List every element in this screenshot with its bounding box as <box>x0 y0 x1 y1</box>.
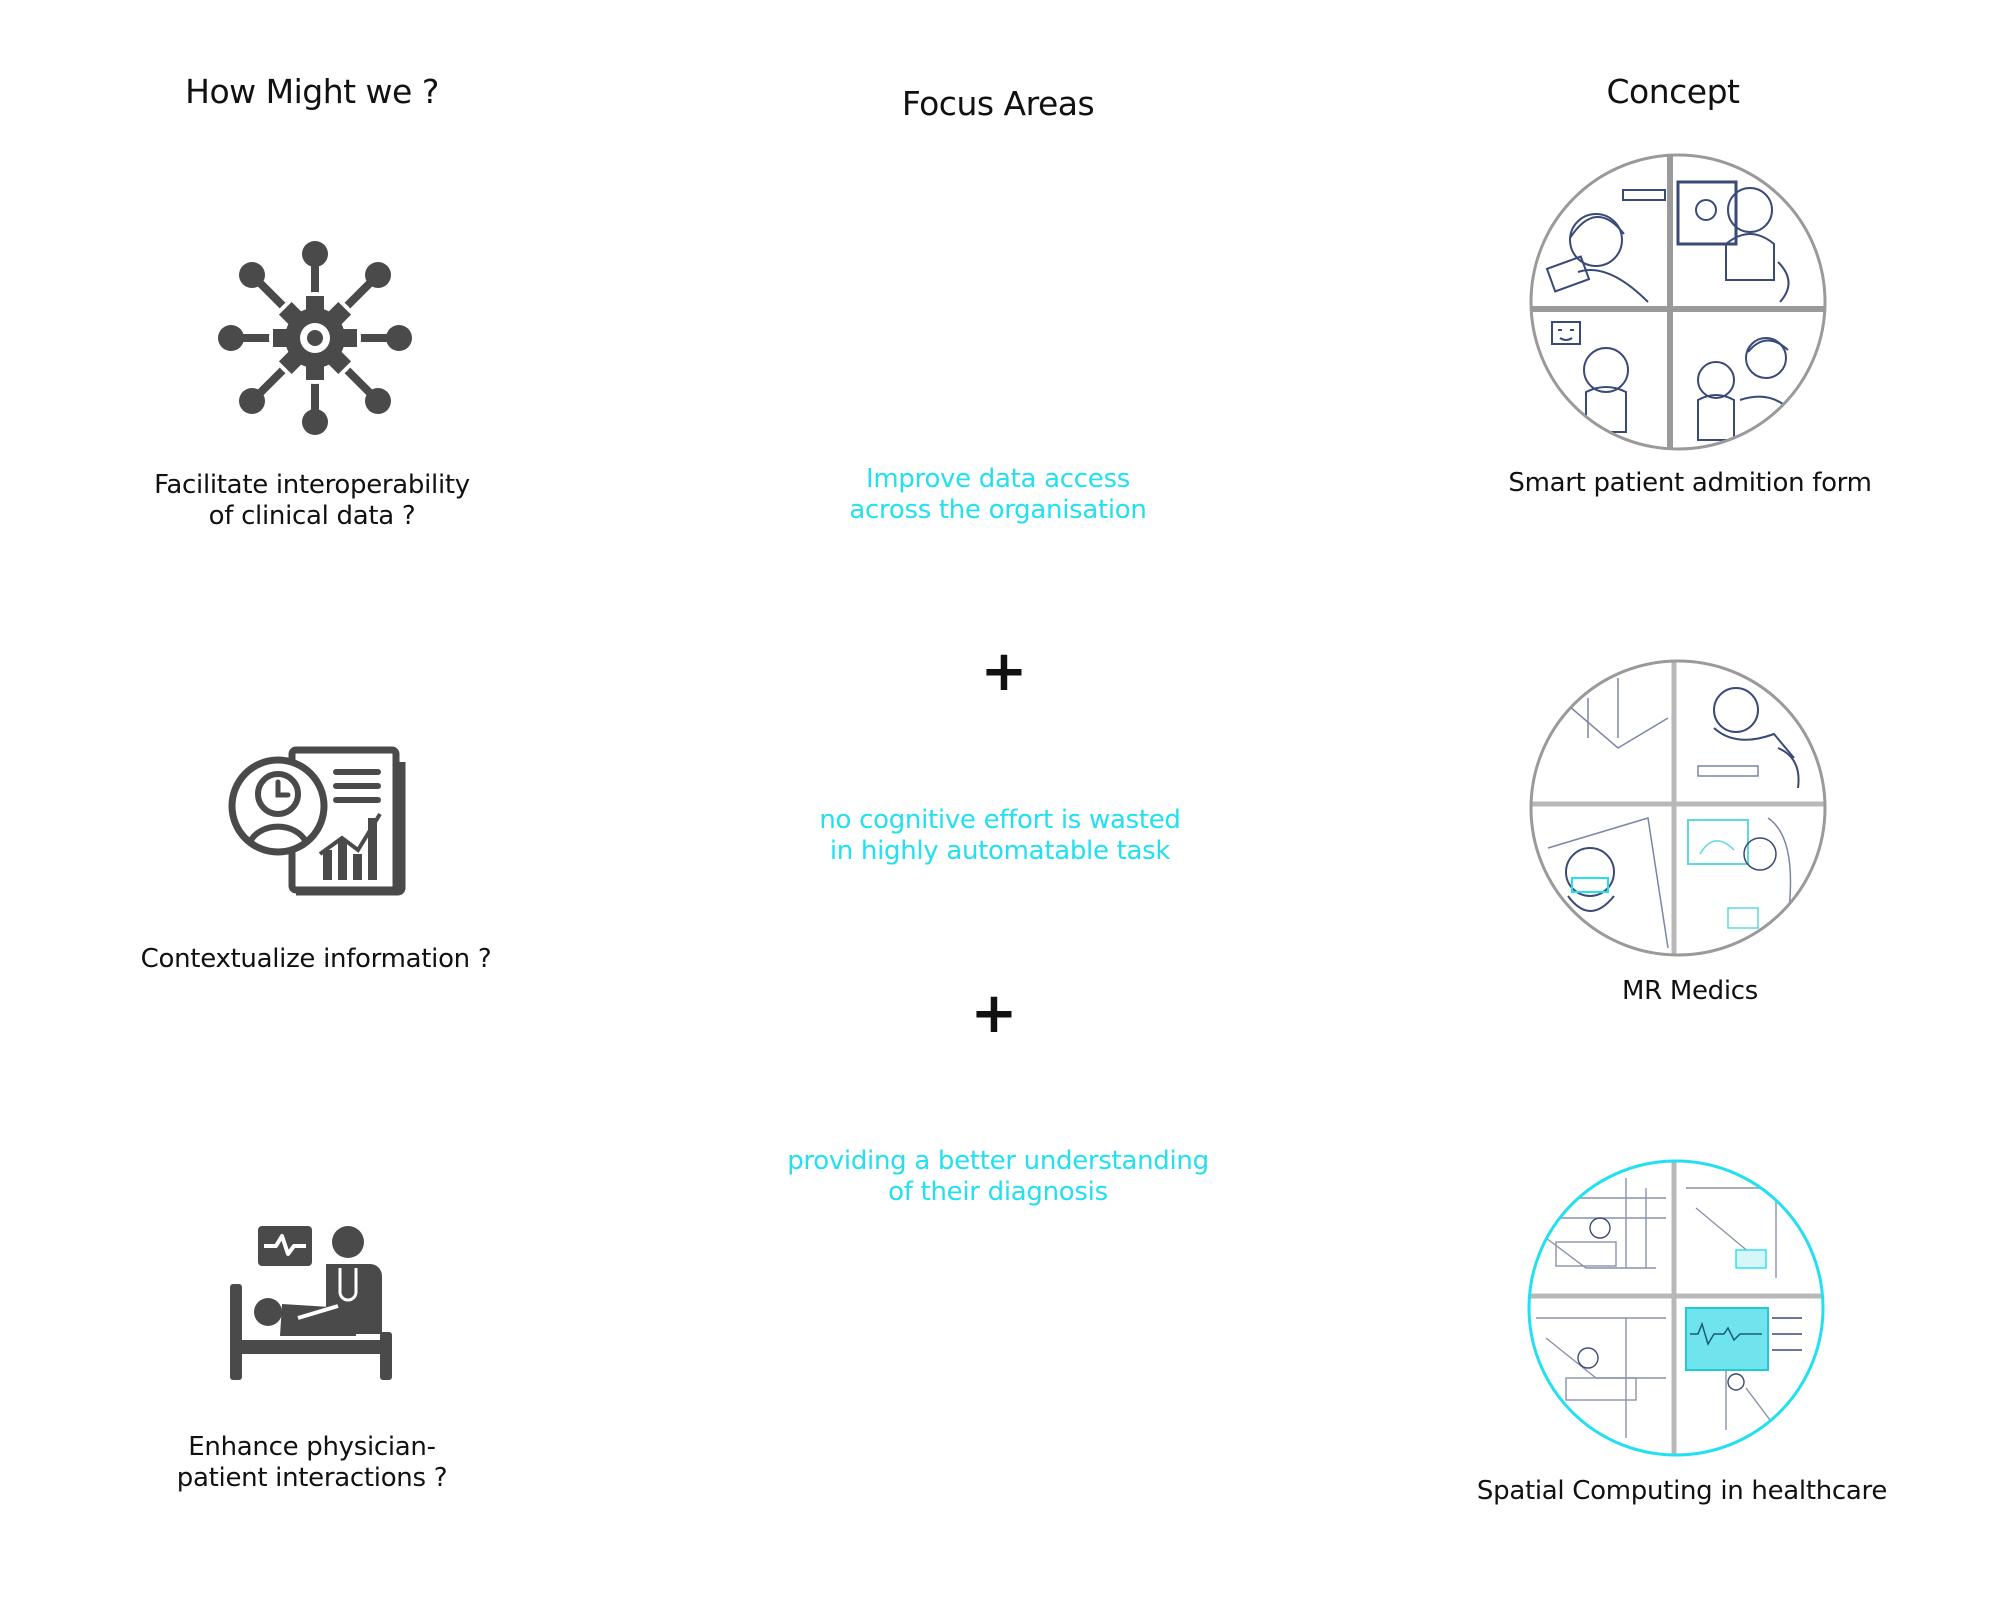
hmw-label-line: of clinical data ? <box>208 501 416 531</box>
hmw-label-contextualize: Contextualize information ? <box>140 944 492 974</box>
focus-line: of their diagnosis <box>888 1177 1108 1207</box>
focus-area-diagnosis <box>787 1146 1209 1208</box>
focus-area-cognitive-effort <box>819 805 1180 867</box>
hmw-column-title: How Might we ? <box>185 72 439 111</box>
hmw-label-physician-patient <box>177 1432 447 1494</box>
focus-line: in highly automatable task <box>829 836 1171 866</box>
hmw-label-line: patient interactions ? <box>176 1463 448 1493</box>
plus-sign: + <box>970 981 1018 1046</box>
focus-line: Improve data access <box>866 464 1130 494</box>
concept-label-smart-admission: Smart patient admition form <box>1508 468 1872 498</box>
concept-sketch-mr-medics <box>1528 658 1828 958</box>
plus-sign: + <box>980 639 1028 704</box>
focus-area-data-access <box>849 464 1146 526</box>
gear-network-icon <box>215 238 415 438</box>
hmw-label-line: Enhance physician- <box>188 1432 436 1462</box>
concept-sketch-spatial-computing <box>1526 1158 1826 1458</box>
concept-sketch-smart-admission <box>1528 152 1828 452</box>
focus-line: across the organisation <box>849 495 1147 525</box>
hmw-label-line: Facilitate interoperability <box>154 470 470 500</box>
focus-line: no cognitive effort is wasted <box>819 805 1181 835</box>
doctor-patient-bed-icon <box>228 1222 398 1384</box>
concept-column-title: Concept <box>1606 72 1740 111</box>
focus-column-title: Focus Areas <box>901 84 1095 123</box>
concept-label-mr-medics: MR Medics <box>1621 976 1759 1006</box>
report-analytics-icon <box>228 742 408 902</box>
concept-label-spatial-computing: Spatial Computing in healthcare <box>1476 1476 1888 1506</box>
hmw-label-interoperability <box>154 470 470 532</box>
focus-line: providing a better understanding <box>787 1146 1209 1176</box>
